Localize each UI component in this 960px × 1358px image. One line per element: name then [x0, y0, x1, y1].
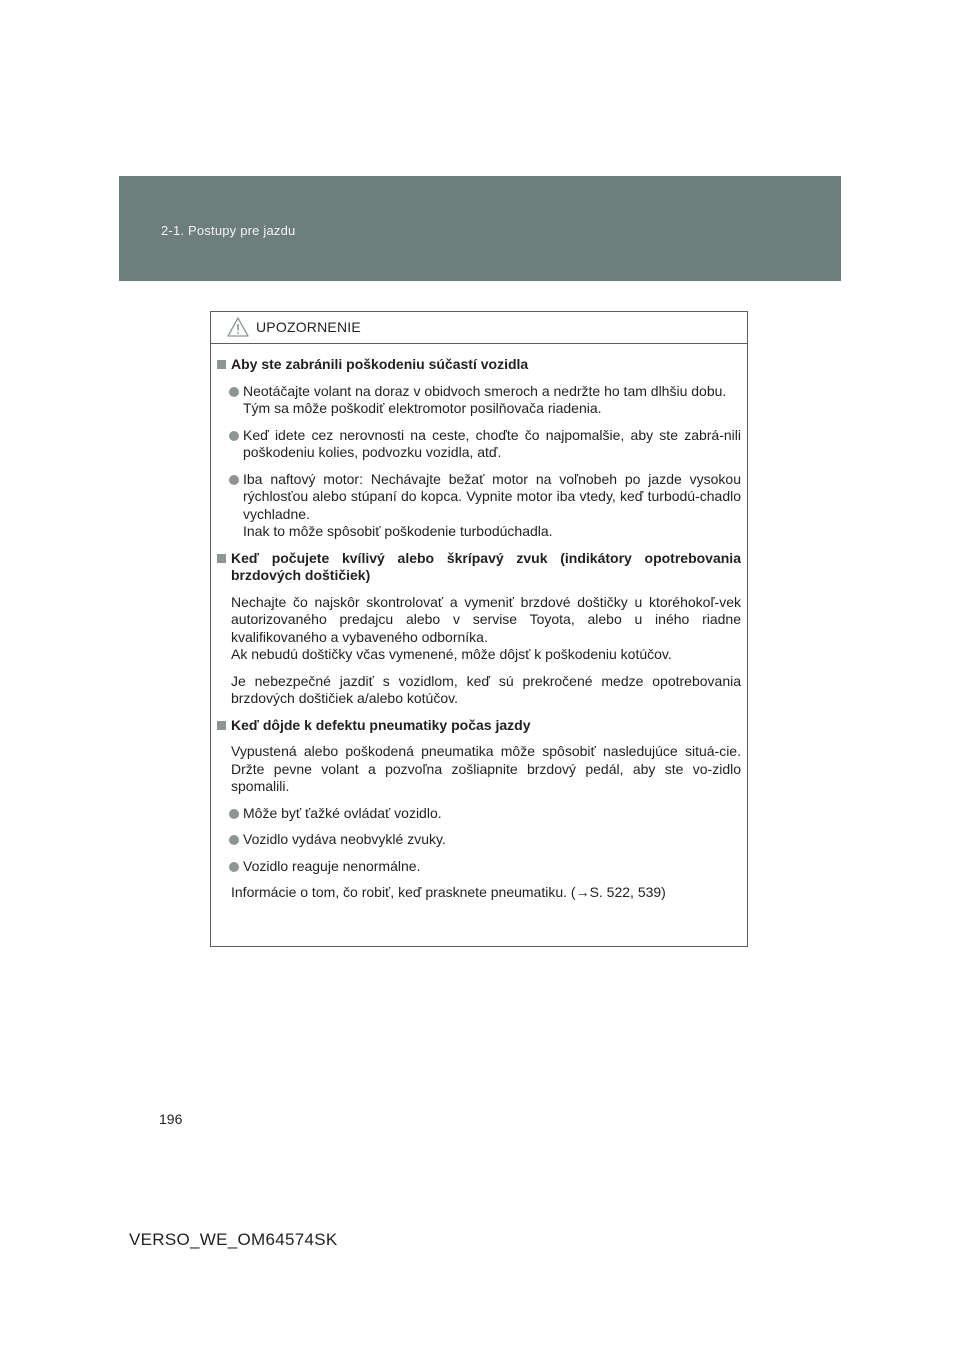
document-code: VERSO_WE_OM64574SK: [129, 1230, 338, 1249]
paragraph: Vypustená alebo poškodená pneumatika môže spôsobiť nasledujúce situá-cie. Držte pevne volant a pozvoľna zošliapnite brzdový pedál, aby ste vo-zidlo spomalili.: [231, 743, 741, 794]
round-bullet-icon: [229, 431, 239, 441]
round-bullet-icon: [229, 862, 239, 872]
paragraph: Nechajte čo najskôr skontrolovať a vymeniť brzdové doštičky u ktoréhokoľ-vek autorizovaného predajcu alebo v servise Toyota, alebo u iného riadne kvalifikovaného a vybaveného odborníka. Ak nebudú doštičky včas vymenené, môže dôjsť k poškodeniu kotúčov.: [231, 593, 741, 662]
header-band: [119, 176, 841, 281]
round-bullet-icon: [229, 809, 239, 819]
warning-triangle-icon: [227, 317, 249, 337]
warning-header: [211, 312, 747, 344]
bullet-item: Môže byť ťažké ovládať vozidlo.: [217, 805, 741, 823]
section-heading: Keď počujete kvílivý alebo škrípavý zvuk (indikátory opotrebovania brzdových doštičiek): [217, 550, 741, 585]
warning-label: UPOZORNENIE: [256, 319, 361, 335]
bullet-item: Vozidlo reaguje nenormálne.: [217, 858, 741, 876]
paragraph: Je nebezpečné jazdiť s vozidlom, keď sú prekročené medze opotrebovania brzdových doštičiek a/alebo kotúčov.: [231, 672, 741, 706]
square-bullet-icon: [217, 360, 226, 369]
round-bullet-icon: [229, 475, 239, 485]
square-bullet-icon: [217, 554, 226, 563]
section-title: 2-1. Postupy pre jazdu: [161, 223, 296, 238]
square-bullet-icon: [217, 721, 226, 730]
section-heading: Aby ste zabránili poškodeniu súčastí vozidla: [217, 356, 741, 374]
section-heading: Keď dôjde k defektu pneumatiky počas jazdy: [217, 717, 741, 735]
bullet-item: Keď idete cez nerovnosti na ceste, choďte čo najpomalšie, aby ste zabrá-nili poškodeniu kolies, podvozku vozidla, atď.: [217, 427, 741, 462]
warning-content: [217, 356, 741, 911]
round-bullet-icon: [229, 387, 239, 397]
bullet-item: Vozidlo vydáva neobvyklé zvuky.: [217, 831, 741, 849]
bullet-item: Iba naftový motor: Nechávajte bežať motor na voľnobeh po jazde vysokou rýchlosťou alebo stúpaní do kopca. Vypnite motor iba vtedy, keď turbodú-chadlo vychladne. Inak to môže spôsobiť poškodenie turbodúchadla.: [217, 471, 741, 541]
warning-box: [210, 311, 748, 947]
page-number: 196: [159, 1111, 183, 1127]
paragraph: Informácie o tom, čo robiť, keď prasknete pneumatiku. (→S. 522, 539): [231, 884, 666, 900]
bullet-item: Neotáčajte volant na doraz v obidvoch smeroch a nedržte ho tam dlhšiu dobu. Tým sa môže poškodiť elektromotor posilňovača riadenia.: [217, 383, 741, 418]
round-bullet-icon: [229, 835, 239, 845]
